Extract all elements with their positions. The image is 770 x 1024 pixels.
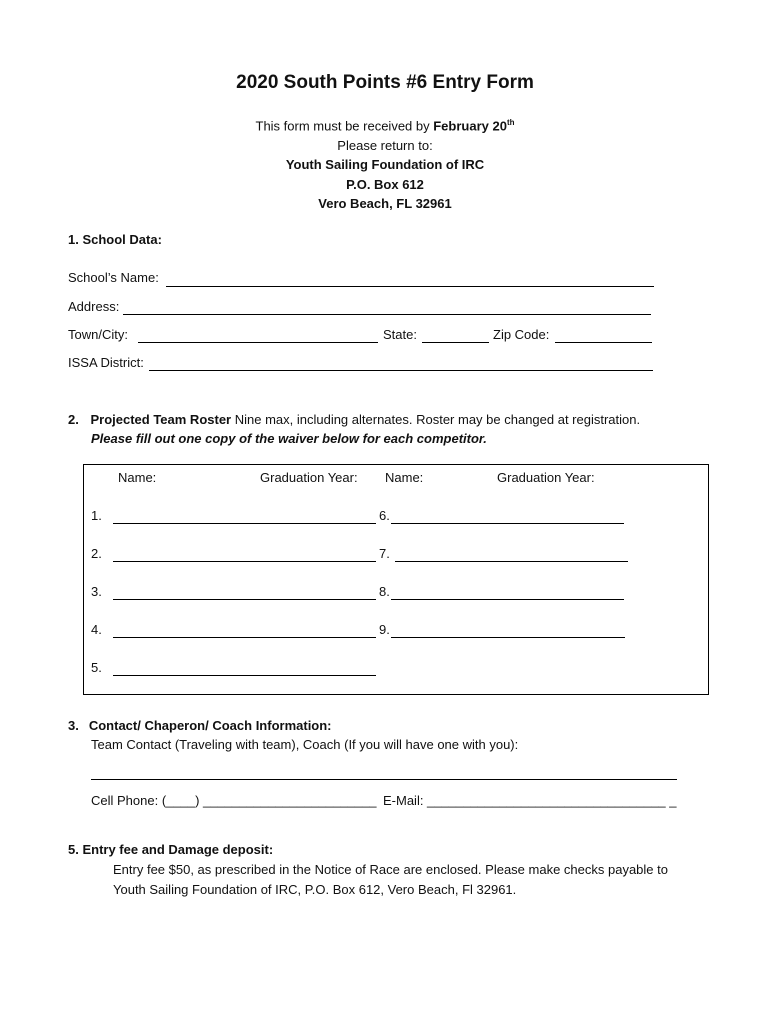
roster-num: 2. (91, 546, 102, 561)
roster-field-6[interactable] (391, 523, 624, 524)
section2-num: 2. (68, 412, 79, 427)
roster-field-2[interactable] (113, 561, 376, 562)
section2-title: Projected Team Roster (90, 412, 232, 427)
school-name-label: School’s Name: (68, 270, 159, 285)
roster-num: 4. (91, 622, 102, 637)
deadline-line (0, 118, 770, 133)
town-city-field[interactable] (138, 342, 378, 343)
roster-field-9[interactable] (391, 637, 625, 638)
roster-field-8[interactable] (391, 599, 624, 600)
org-name: Youth Sailing Foundation of IRC (285, 157, 485, 172)
received-prefix: This form must be received by (255, 118, 434, 134)
contact-name-field[interactable] (91, 779, 677, 780)
roster-box (83, 464, 709, 695)
roster-num: 3. (91, 584, 102, 599)
address-field[interactable] (123, 314, 651, 315)
section3-num: 3. (68, 718, 79, 733)
roster-num: 6. (379, 508, 390, 523)
roster-field-7[interactable] (395, 561, 628, 562)
section2-heading (68, 412, 640, 427)
state-field[interactable] (422, 342, 489, 343)
deadline-suffix: th (506, 118, 515, 127)
org-city: Vero Beach, FL 32961 (318, 196, 452, 211)
roster-num: 1. (91, 508, 102, 523)
col-name-right: Name: (385, 470, 424, 485)
zip-label: Zip Code: (493, 327, 550, 342)
section3-heading (68, 718, 332, 733)
roster-num: 7. (379, 546, 390, 561)
section5-heading: 5. Entry fee and Damage deposit: (68, 842, 274, 857)
cell-phone-field[interactable]: Cell Phone: (____) ________________________ (91, 793, 377, 808)
deadline-date: February 20 (433, 118, 507, 134)
email-field[interactable]: E-Mail: _________________________________ _ (383, 793, 677, 808)
school-name-field[interactable] (166, 286, 654, 287)
zip-field[interactable] (555, 342, 652, 343)
section5-line2: Youth Sailing Foundation of IRC, P.O. Box 612, Vero Beach, Fl 32961. (113, 882, 517, 897)
section5-line1: Entry fee $50, as prescribed in the Notice of Race are enclosed. Please make checks payable to (113, 862, 668, 877)
district-label: ISSA District: (68, 355, 144, 370)
address-label: Address: (68, 299, 120, 314)
roster-field-3[interactable] (113, 599, 376, 600)
return-to: Please return to: (337, 138, 433, 153)
col-grad-left: Graduation Year: (260, 470, 358, 485)
form-title: 2020 South Points #6 Entry Form (236, 72, 534, 93)
section3-subtext: Team Contact (Traveling with team), Coach (If you will have one with you): (91, 737, 519, 752)
roster-field-4[interactable] (113, 637, 376, 638)
section1-heading: 1. School Data: (68, 232, 162, 247)
state-label: State: (383, 327, 417, 342)
roster-num: 5. (91, 660, 102, 675)
roster-field-5[interactable] (113, 675, 376, 676)
col-name-left: Name: (118, 470, 157, 485)
roster-num: 9. (379, 622, 390, 637)
section2-desc: Nine max, including alternates. Roster may be changed at registration. (231, 412, 641, 427)
section3-title: Contact/ Chaperon/ Coach Information: (88, 718, 332, 733)
roster-field-1[interactable] (113, 523, 376, 524)
col-grad-right: Graduation Year: (497, 470, 595, 485)
district-field[interactable] (149, 370, 653, 371)
po-box: P.O. Box 612 (346, 177, 424, 192)
section2-note: Please fill out one copy of the waiver below for each competitor. (91, 431, 487, 446)
town-city-label: Town/City: (68, 327, 128, 342)
roster-num: 8. (379, 584, 390, 599)
